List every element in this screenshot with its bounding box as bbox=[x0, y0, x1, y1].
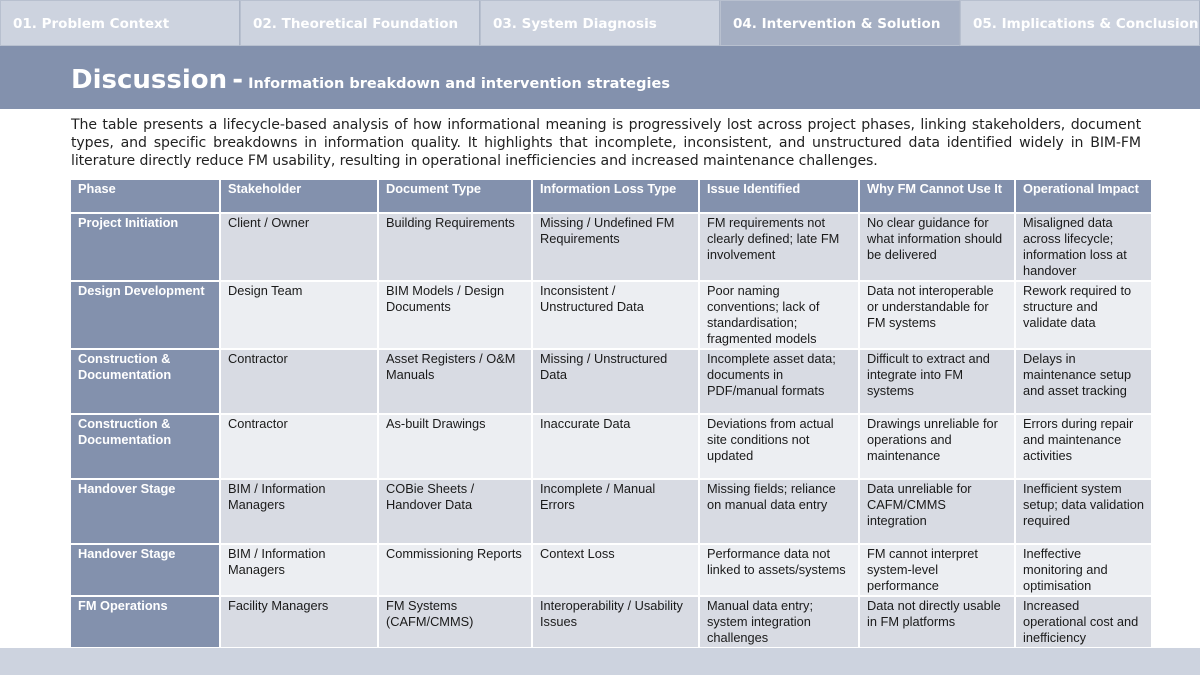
issue-identified-cell: FM requirements not clearly defined; late FM involvement bbox=[700, 214, 858, 280]
phase-cell: Construction & Documentation bbox=[71, 350, 219, 413]
why-fm-cannot-use-cell: FM cannot interpret system-level performance bbox=[860, 545, 1014, 595]
column-header-issue-identified: Issue Identified bbox=[700, 180, 858, 212]
document-type-cell: Building Requirements bbox=[379, 214, 531, 280]
phase-cell: Handover Stage bbox=[71, 545, 219, 595]
issue-identified-cell: Missing fields; reliance on manual data entry bbox=[700, 480, 858, 543]
column-header-information-loss-type: Information Loss Type bbox=[533, 180, 698, 212]
phase-cell: Design Development bbox=[71, 282, 219, 348]
information-loss-type-cell: Interoperability / Usability Issues bbox=[533, 597, 698, 647]
phase-cell: Construction & Documentation bbox=[71, 415, 219, 478]
operational-impact-cell: Delays in maintenance setup and asset tracking bbox=[1016, 350, 1151, 413]
column-header-operational-impact: Operational Impact bbox=[1016, 180, 1151, 212]
column-header-why-fm-cannot-use: Why FM Cannot Use It bbox=[860, 180, 1014, 212]
table-row bbox=[71, 545, 1151, 595]
footer-band bbox=[0, 648, 1200, 675]
title-subtitle: Information breakdown and intervention strategies bbox=[248, 76, 670, 92]
why-fm-cannot-use-cell: Drawings unreliable for operations and maintenance bbox=[860, 415, 1014, 478]
operational-impact-cell: Errors during repair and maintenance activities bbox=[1016, 415, 1151, 478]
table-header-row bbox=[71, 180, 1151, 212]
issue-identified-cell: Poor naming conventions; lack of standardisation; fragmented models bbox=[700, 282, 858, 348]
information-loss-type-cell: Context Loss bbox=[533, 545, 698, 595]
stakeholder-cell: Facility Managers bbox=[221, 597, 377, 647]
section-tabs bbox=[0, 0, 1200, 46]
table-row bbox=[71, 282, 1151, 348]
stakeholder-cell: Contractor bbox=[221, 350, 377, 413]
page-title bbox=[71, 65, 670, 95]
tab-theoretical-foundation[interactable]: 02. Theoretical Foundation bbox=[240, 0, 480, 46]
stakeholder-cell: Design Team bbox=[221, 282, 377, 348]
information-loss-table bbox=[69, 178, 1153, 649]
stakeholder-cell: Client / Owner bbox=[221, 214, 377, 280]
why-fm-cannot-use-cell: Data not interoperable or understandable for FM systems bbox=[860, 282, 1014, 348]
issue-identified-cell: Deviations from actual site conditions not updated bbox=[700, 415, 858, 478]
why-fm-cannot-use-cell: Data not directly usable in FM platforms bbox=[860, 597, 1014, 647]
title-separator: - bbox=[232, 65, 244, 95]
document-type-cell: Commissioning Reports bbox=[379, 545, 531, 595]
document-type-cell: As-built Drawings bbox=[379, 415, 531, 478]
table-row bbox=[71, 214, 1151, 280]
table-row bbox=[71, 480, 1151, 543]
information-loss-type-cell: Inaccurate Data bbox=[533, 415, 698, 478]
operational-impact-cell: Inefficient system setup; data validation required bbox=[1016, 480, 1151, 543]
phase-cell: Handover Stage bbox=[71, 480, 219, 543]
information-loss-type-cell: Missing / Undefined FM Requirements bbox=[533, 214, 698, 280]
column-header-phase: Phase bbox=[71, 180, 219, 212]
phase-cell: Project Initiation bbox=[71, 214, 219, 280]
why-fm-cannot-use-cell: Data unreliable for CAFM/CMMS integration bbox=[860, 480, 1014, 543]
operational-impact-cell: Ineffective monitoring and optimisation bbox=[1016, 545, 1151, 595]
document-type-cell: BIM Models / Design Documents bbox=[379, 282, 531, 348]
operational-impact-cell: Rework required to structure and validate data bbox=[1016, 282, 1151, 348]
information-loss-type-cell: Incomplete / Manual Errors bbox=[533, 480, 698, 543]
tab-system-diagnosis[interactable]: 03. System Diagnosis bbox=[480, 0, 720, 46]
operational-impact-cell: Misaligned data across lifecycle; information loss at handover bbox=[1016, 214, 1151, 280]
issue-identified-cell: Incomplete asset data; documents in PDF/manual formats bbox=[700, 350, 858, 413]
issue-identified-cell: Manual data entry; system integration challenges bbox=[700, 597, 858, 647]
document-type-cell: FM Systems (CAFM/CMMS) bbox=[379, 597, 531, 647]
table-row bbox=[71, 415, 1151, 478]
title-main: Discussion bbox=[71, 65, 228, 95]
title-band bbox=[0, 46, 1200, 109]
information-loss-type-cell: Inconsistent / Unstructured Data bbox=[533, 282, 698, 348]
column-header-stakeholder: Stakeholder bbox=[221, 180, 377, 212]
issue-identified-cell: Performance data not linked to assets/systems bbox=[700, 545, 858, 595]
tab-problem-context[interactable]: 01. Problem Context bbox=[0, 0, 240, 46]
tab-implications-conclusion[interactable]: 05. Implications & Conclusion bbox=[960, 0, 1200, 46]
operational-impact-cell: Increased operational cost and inefficiency bbox=[1016, 597, 1151, 647]
why-fm-cannot-use-cell: No clear guidance for what information should be delivered bbox=[860, 214, 1014, 280]
document-type-cell: Asset Registers / O&M Manuals bbox=[379, 350, 531, 413]
why-fm-cannot-use-cell: Difficult to extract and integrate into FM systems bbox=[860, 350, 1014, 413]
table-row bbox=[71, 350, 1151, 413]
tab-intervention-solution[interactable]: 04. Intervention & Solution bbox=[720, 0, 960, 46]
stakeholder-cell: BIM / Information Managers bbox=[221, 545, 377, 595]
table-row bbox=[71, 597, 1151, 647]
phase-cell: FM Operations bbox=[71, 597, 219, 647]
stakeholder-cell: Contractor bbox=[221, 415, 377, 478]
intro-paragraph: The table presents a lifecycle-based analysis of how informational meaning is progressively lost across project phases, linking stakeholders, document types, and specific breakdowns in information quality. It highlights that incomplete, inconsistent, and unstructured data identified widely in BIM-FM literature directly reduce FM usability, resulting in operational inefficiencies and increased maintenance challenges. bbox=[71, 117, 1141, 169]
stakeholder-cell: BIM / Information Managers bbox=[221, 480, 377, 543]
column-header-document-type: Document Type bbox=[379, 180, 531, 212]
document-type-cell: COBie Sheets / Handover Data bbox=[379, 480, 531, 543]
information-loss-type-cell: Missing / Unstructured Data bbox=[533, 350, 698, 413]
